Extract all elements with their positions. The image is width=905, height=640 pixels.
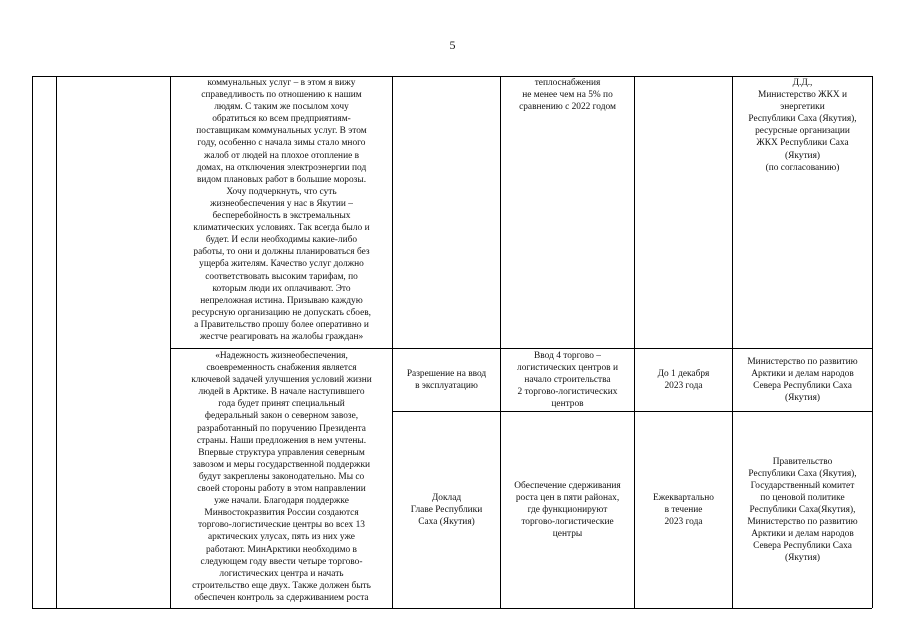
row2b-form-text: Доклад Главе Республики Саха (Якутия): [410, 492, 483, 528]
col-border-0: [32, 76, 33, 608]
row2a-responsible-text: Министерство по развитию Арктики и делам народов Севера Республики Саха (Якутия): [747, 356, 858, 404]
row2a-deadline-cell: [635, 349, 732, 411]
col-border-1: [56, 76, 57, 608]
row2b-indicator-cell: [501, 412, 634, 608]
row2b-responsible-text: Правительство Республики Саха (Якутия), Государственный комитет по ценовой политике Республики Саха(Якутия), Министерство по развитию Арктики и делам народов Севера Республики Саха (Якутия): [747, 456, 858, 564]
row1-responsible-cell: Д.Д., Министерство ЖКХ и энергетики Республики Саха (Якутия), ресурсные организации ЖКХ Республики Саха (Якутия) (по согласованию): [748, 78, 857, 173]
row2a-responsible-cell: [733, 349, 872, 411]
row2a-form-text: Разрешение на ввод в эксплуатацию: [406, 368, 487, 391]
row2a-indicator-cell: Ввод 4 торгово – логистических центров и начало строительства 2 торгово-логистических центров: [517, 351, 618, 410]
row2b-indicator-text: Обеспечение сдерживания роста цен в пяти районах, где функционируют торгово-логистические центры: [514, 480, 621, 540]
row2a-form-cell: [393, 349, 500, 411]
row2b-form-cell: [393, 412, 500, 608]
page-number: 5: [449, 38, 456, 52]
row1-indicator-cell: теплоснабжения не менее чем на 5% по сравнению с 2022 годом: [519, 78, 616, 113]
row2b-deadline-cell: [635, 412, 732, 608]
col-border-7: [872, 76, 873, 608]
row2a-deadline-text: До 1 декабря 2023 года: [657, 368, 710, 391]
row1-quote-cell: коммунальных услуг – в этом я вижу справедливость по отношению к нашим людям. С таким же посылом хочу обратиться ко всем предприятиям- поставщикам коммунальных услуг. В этом году, особенно с начала зимы стало много жалоб от людей на плохое отопление в домах, на отключения электроэнергии под видом плановых работ в большие морозы. Хочу подчеркнуть, что суть жизнеобеспечения у нас в Якутии – бесперебойность в экстремальных климатических условиях. Так всегда было и будет. И если необходимы какие-либо работы, то они и должны планироваться без ущерба жителям. Качество услуг должно соответствовать высоким тарифам, по которым люди их оплачивают. Это непреложная истина. Призываю каждую ресурсную организацию не допускать сбоев, а Правительство прошу более оперативно и жестче реагировать на жалобы граждан»: [191, 78, 372, 342]
table-bottom-border: [32, 608, 872, 609]
row2-quote-cell: «Надежность жизнеобеспечения, своевременность снабжения является ключевой задачей улучшения условий жизни людей в Арктике. В начале наступившего года будет принят специальный федеральный закон о северном завозе, разработанный по поручению Президента страны. Наши предложения в нем учтены. Впервые структура управления северным завозом и меры государственной поддержки будут закреплены законодательно. Мы со своей стороны работу в этом направлении уже начали. Благодаря поддержке Минвостокразвития России создаются торгово-логистические центры во всех 13 арктических улусах, пять из них уже работают. МинАрктики необходимо в следующем году ввести четыре торгово- логистических центра и начать строительство еще двух. Также должен быть обеспечен контроль за сдерживанием роста: [191, 351, 372, 603]
row2b-responsible-cell: [733, 412, 872, 608]
row2b-deadline-text: Ежеквартально в течение 2023 года: [653, 492, 714, 528]
